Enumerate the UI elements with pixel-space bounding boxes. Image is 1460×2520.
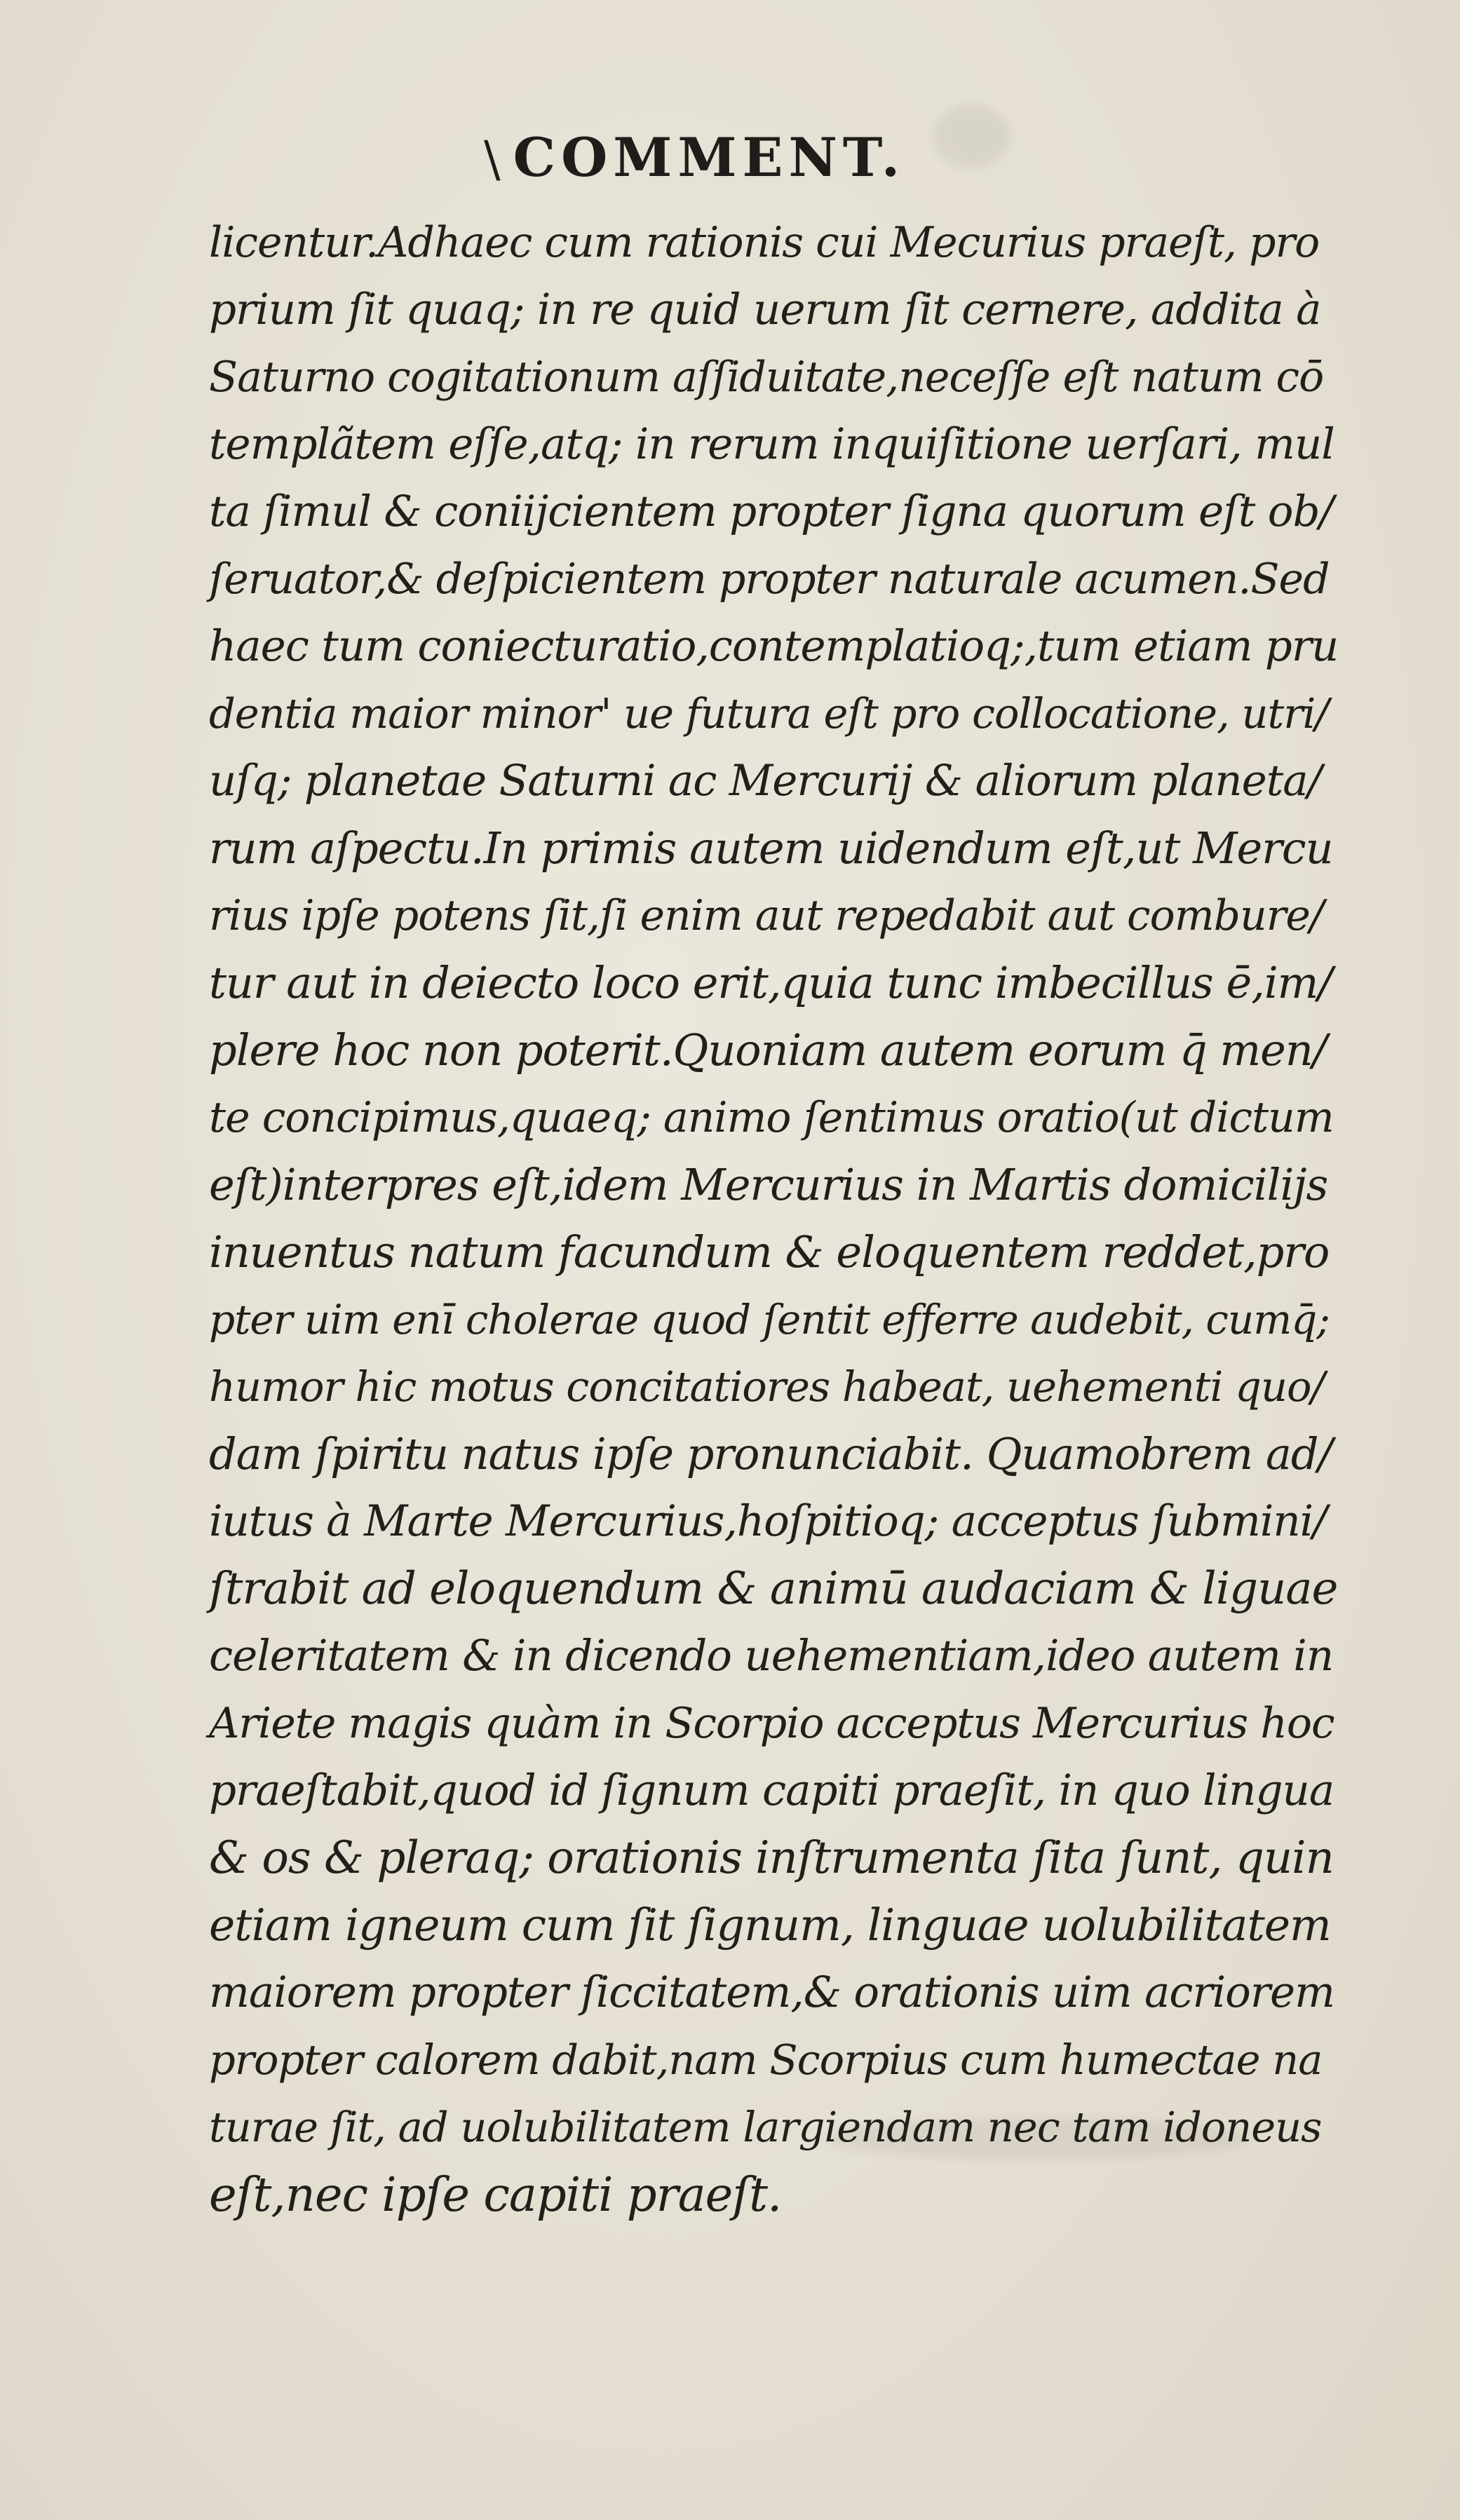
text-line: te concipimus,quaeq; animo ſentimus oratio(ut dictum — [209, 1093, 1334, 1142]
text-line: turae ſit, ad uolubilitatem largiendam nec tam idoneus — [209, 2103, 1322, 2151]
text-line: rius ipſe potens ſit,ſi enim aut repedabit aut combure/ — [209, 891, 1324, 940]
text-line: propter calorem dabit,nam Scorpius cum humectae na — [209, 2035, 1323, 2084]
text-line: plere hoc non poterit.Quoniam autem eorum q̄ men/ — [209, 1024, 1327, 1076]
text-line: uſq; planetae Saturni ac Mercurij & aliorum planeta/ — [209, 756, 1322, 806]
text-line: prium ſit quaq; in re quid uerum ſit cernere, addita à — [209, 285, 1321, 334]
text-line: & os & pleraq; orationis inſtrumenta ſita ſunt, quin — [209, 1832, 1334, 1884]
running-header — [484, 126, 975, 203]
header-mark: \ — [484, 130, 506, 188]
text-line: licentur.Adhaec cum rationis cui Mecurius praeſt, pro — [209, 218, 1320, 267]
text-line: dam ſpiritu natus ipſe pronunciabit. Quamobrem ad/ — [209, 1428, 1332, 1479]
text-line: humor hic motus concitatiores habeat, uehementi quo/ — [209, 1362, 1325, 1411]
text-line: praeſtabit,quod id ſignum capiti praeſit, in quo lingua — [209, 1766, 1334, 1815]
body-text — [209, 209, 1339, 2222]
text-line: ta ſimul & coniijcientem propter ſigna quorum eſt ob/ — [209, 487, 1334, 536]
text-line: tur aut in deiecto loco erit,quia tunc imbecillus ē,im/ — [209, 957, 1332, 1008]
text-line: haec tum coniecturatio,contemplatioq;,tum etiam pru — [209, 621, 1339, 671]
text-line: ſtrabit ad eloquendum & animū audaciam & liguae — [209, 1563, 1338, 1615]
text-line: templãtem eſſe,atq; in rerum inquiſitione uerſari, mul — [209, 419, 1334, 469]
header-text: COMMENT. — [513, 126, 906, 189]
text-line: eſt)interpres eſt,idem Mercurius in Martis domicilijs — [209, 1159, 1328, 1210]
text-line: etiam igneum cum ſit ſignum, linguae uolubilitatem — [209, 1899, 1331, 1951]
text-line: maiorem propter ſiccitatem,& orationis uim acriorem — [209, 1967, 1334, 2017]
text-line: celeritatem & in dicendo uehementiam,ideo autem in — [209, 1631, 1334, 1681]
text-line: eſt,nec ipſe capiti praeſt. — [209, 2167, 782, 2222]
text-line: Saturno cogitationum aſſiduitate,neceſſe eſt natum cō — [209, 353, 1324, 402]
text-line: ſeruator,& deſpicientem propter naturale acumen.Sed — [209, 555, 1330, 604]
text-line: dentia maior minor' ue futura eſt pro collocatione, utri/ — [209, 689, 1329, 738]
text-line: pter uim enī cholerae quod ſentit efferre audebit, cumq̄; — [209, 1296, 1330, 1343]
text-line: rum aſpectu.In primis autem uidendum eſt,ut Mercu — [209, 822, 1333, 874]
text-line: Ariete magis quàm in Scorpio acceptus Mercurius hoc — [209, 1699, 1334, 1748]
text-line: iutus à Marte Mercurius,hoſpitioq; acceptus ſubmini/ — [209, 1496, 1327, 1546]
text-line: inuentus natum facundum & eloquentem reddet,pro — [209, 1226, 1330, 1278]
